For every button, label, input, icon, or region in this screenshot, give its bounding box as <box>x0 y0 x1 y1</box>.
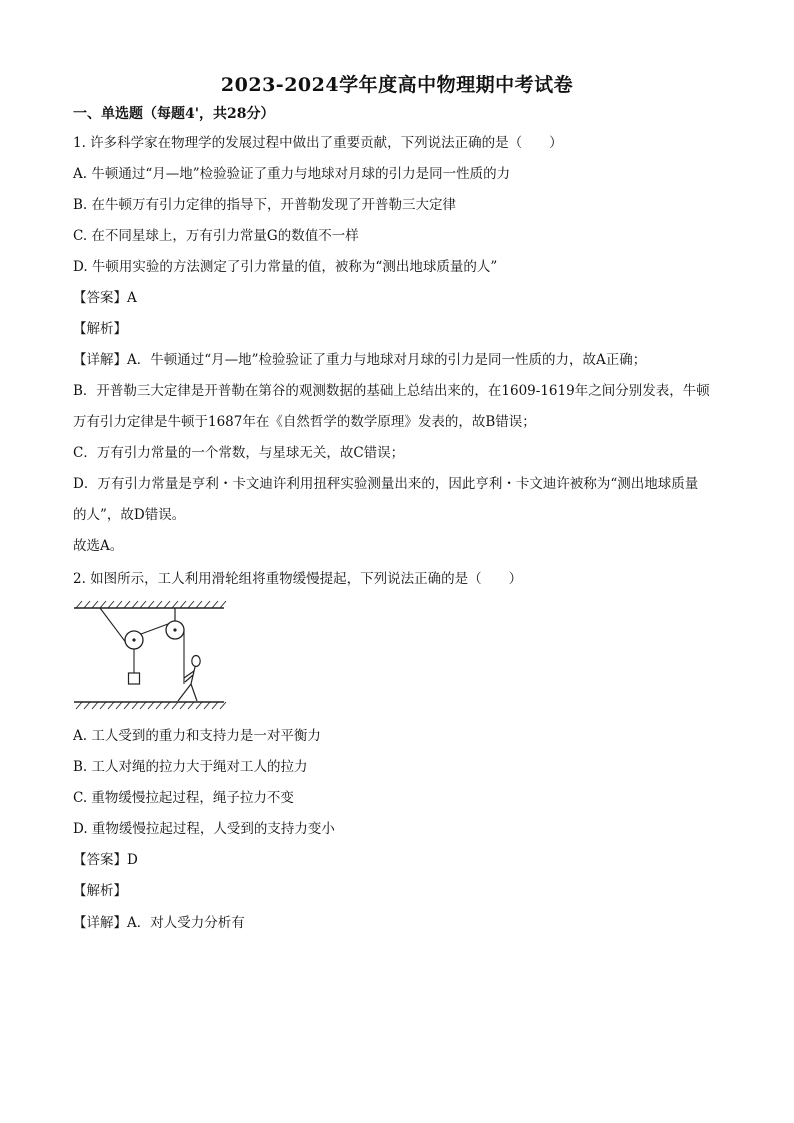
question-1-detail-line: 【详解】A．牛顿通过“月—地”检验验证了重力与地球对月球的引力是同一性质的力，故A正确； <box>73 352 647 368</box>
question-1-option-c: C. 在不同星球上，万有引力常量G的数值不一样 <box>73 228 359 244</box>
question-1-analysis: 【解析】 <box>73 321 127 337</box>
question-1-conclusion: 故选A。 <box>73 538 124 554</box>
ground-hatching <box>76 702 226 709</box>
question-1-answer: 【答案】A <box>73 290 137 306</box>
question-1-option-b: B. 在牛顿万有引力定律的指导下，开普勒发现了开普勒三大定律 <box>73 197 457 213</box>
section-heading: 一、单选题（每题4'，共28分） <box>73 106 275 122</box>
question-1-option-d: D. 牛顿用实验的方法测定了引力常量的值，被称为“测出地球质量的人” <box>73 259 498 275</box>
question-2-option-a: A. 工人受到的重力和支持力是一对平衡力 <box>73 728 321 744</box>
question-2-option-d: D. 重物缓慢拉起过程，人受到的支持力变小 <box>73 821 335 837</box>
page-title: 2023-2024学年度高中物理期中考试卷 <box>220 74 574 96</box>
question-1-stem: 1. 许多科学家在物理学的发展过程中做出了重要贡献，下列说法正确的是（ ） <box>73 135 563 151</box>
question-1-option-a: A. 牛顿通过“月—地”检验验证了重力与地球对月球的引力是同一性质的力 <box>73 166 511 182</box>
question-1-detail-line: B．开普勒三大定律是开普勒在第谷的观测数据的基础上总结出来的，在1609-1619年之间分别发表，牛顿 <box>73 383 710 399</box>
weight-block <box>129 673 140 684</box>
question-1-detail-line: 万有引力定律是牛顿于1687年在《自然哲学的数学原理》发表的，故B错误； <box>73 414 536 430</box>
question-2-analysis: 【解析】 <box>73 883 127 899</box>
question-2-option-b: B. 工人对绳的拉力大于绳对工人的拉力 <box>73 759 308 775</box>
question-2-detail: 【详解】A．对人受力分析有 <box>73 915 245 931</box>
question-2-answer: 【答案】D <box>73 852 138 868</box>
question-2-option-c: C. 重物缓慢拉起过程，绳子拉力不变 <box>73 790 294 806</box>
question-2-stem: 2. 如图所示，工人利用滑轮组将重物缓慢提起，下列说法正确的是（ ） <box>73 571 523 587</box>
pulley-diagram <box>72 598 232 710</box>
worker-figure <box>178 656 200 702</box>
question-1-detail-line: C．万有引力常量的一个常数，与星球无关，故C错误； <box>73 445 405 461</box>
question-1-detail-line: 的人”，故D错误。 <box>73 507 186 523</box>
ceiling-hatching <box>76 601 226 608</box>
question-1-detail-line: D．万有引力常量是亨利・卡文迪许利用扭秤实验测量出来的，因此亨利・卡文迪许被称为“测出地球质量 <box>73 476 699 492</box>
